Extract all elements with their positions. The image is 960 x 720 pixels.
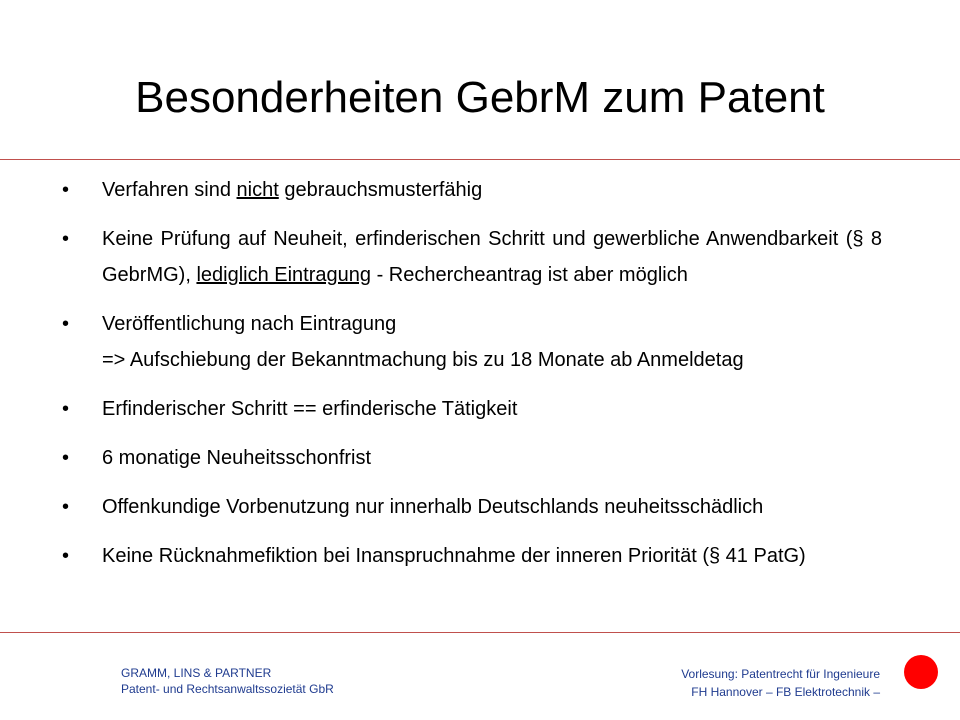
- slide-title: Besonderheiten GebrM zum Patent: [135, 73, 825, 122]
- lecture-info: [681, 665, 880, 701]
- list-item: [62, 172, 882, 208]
- list-item: [62, 221, 882, 293]
- lecture-info-line2: FH Hannover – FB Elektrotechnik –: [691, 685, 880, 699]
- bullet-icon: •: [62, 228, 70, 250]
- bullet-icon: •: [62, 398, 70, 420]
- list-item: [62, 306, 882, 378]
- bullet-list: [62, 172, 882, 587]
- bullet-text: Erfinderischer Schritt == erfinderische Tätigkeit: [102, 398, 518, 420]
- bullet-icon: •: [62, 179, 70, 201]
- list-item: [62, 391, 882, 427]
- underlined-phrase: lediglich Eintragung: [196, 264, 372, 286]
- firm-name: [121, 665, 334, 697]
- bullet-text: Keine Prüfung auf Neuheit, erfinderischen Schritt und gewerbliche Anwendbarkeit (§ 8 GebrMG), lediglich Eintragung - Rechercheantrag ist aber möglich: [102, 228, 882, 286]
- bullet-icon: •: [62, 313, 70, 335]
- bullet-text: 6 monatige Neuheitsschonfrist: [102, 447, 372, 469]
- firm-name-line2: Patent- und Rechtsanwaltssozietät GbR: [121, 682, 334, 696]
- list-item: [62, 489, 882, 525]
- red-dot-logo-icon: [904, 655, 938, 689]
- bullet-text: Verfahren sind nicht gebrauchsmusterfähig: [102, 179, 483, 201]
- lecture-info-line1: Vorlesung: Patentrecht für Ingenieure: [681, 667, 880, 681]
- bullet-icon: •: [62, 447, 70, 469]
- bullet-icon: •: [62, 545, 70, 567]
- footer-divider: [0, 632, 960, 633]
- bullet-text: Offenkundige Vorbenutzung nur innerhalb Deutschlands neuheitsschädlich: [102, 496, 764, 518]
- firm-name-line1: GRAMM, LINS & PARTNER: [121, 666, 272, 680]
- bullet-icon: •: [62, 496, 70, 518]
- underlined-word: nicht: [236, 179, 279, 201]
- list-item: [62, 538, 882, 574]
- title-divider: [0, 159, 960, 160]
- bullet-text: Veröffentlichung nach Eintragung => Aufschiebung der Bekanntmachung bis zu 18 Monate ab Anmeldetag: [102, 313, 744, 371]
- bullet-text: Keine Rücknahmefiktion bei Inanspruchnahme der inneren Priorität (§ 41 PatG): [102, 545, 806, 567]
- list-item: [62, 440, 882, 476]
